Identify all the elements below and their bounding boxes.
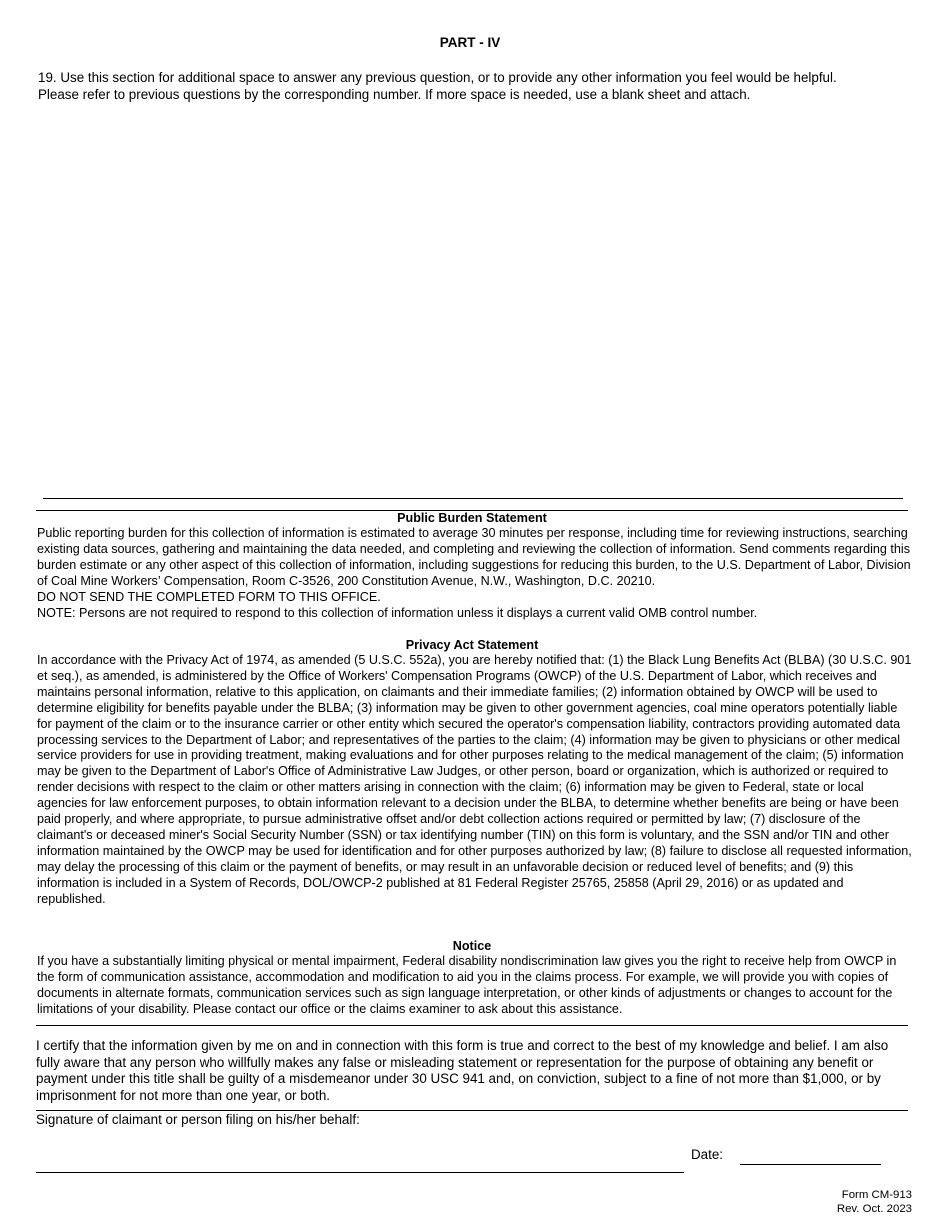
signature-label: Signature of claimant or person filing on his/her behalf:	[36, 1112, 360, 1127]
certification-top-line	[36, 1025, 908, 1026]
question-19-line-1: 19. Use this section for additional space to answer any previous question, or to provide any other information you feel would be helpful.	[38, 70, 837, 85]
burden-statement-body: Public reporting burden for this collection of information is estimated to average 30 minutes per response, including time for reviewing instructions, searching existing data sources, gathering and maintaining the data needed, and completing and reviewing the collection of information. Send comments regarding this burden estimate or any other aspect of this collection of information, including suggestions for reducing this burden, to the U.S. Department of Labor, Division of Coal Mine Workers’ Compensation, Room C-3526, 200 Constitution Avenue, N.W., Washington, D.C. 20210.	[37, 526, 911, 588]
certification-statement: I certify that the information given by me on and in connection with this form is true and correct to the best of my knowledge and belief. I am also fully aware that any person who willfully makes any false or misleading statement or representation for the purpose of obtaining any benefit or payment under this title shall be guilty of a misdemeanor under 30 USC 941 and, on conviction, subject to a fine of not more than $1,000, or by imprisonment for not more than one year, or both.	[36, 1038, 889, 1103]
question-19-instructions	[38, 69, 918, 103]
additional-information-area[interactable]	[38, 108, 904, 492]
form-number: Form CM-913	[841, 1189, 912, 1201]
form-revision: Rev. Oct. 2023	[836, 1203, 912, 1215]
burden-statement-text	[37, 526, 912, 621]
burden-note: NOTE: Persons are not required to respond to this collection of information unless it displays a current valid OMB control number.	[37, 605, 758, 620]
form-identifier	[837, 1188, 912, 1216]
notice-title: Notice	[452, 939, 492, 953]
question-19-line-2: Please refer to previous questions by the corresponding number. If more space is needed, use a blank sheet and attach.	[38, 87, 751, 102]
burden-statement-title: Public Burden Statement	[397, 511, 547, 525]
privacy-act-title: Privacy Act Statement	[405, 638, 539, 652]
burden-do-not-send: DO NOT SEND THE COMPLETED FORM TO THIS OFFICE.	[37, 589, 381, 604]
signature-field[interactable]	[36, 1128, 684, 1172]
page-title: PART - IV	[439, 35, 501, 50]
date-field[interactable]	[740, 1140, 881, 1164]
date-label: Date:	[691, 1147, 724, 1162]
certification-bottom-line	[36, 1110, 908, 1111]
notice-body: If you have a substantially limiting physical or mental impairment, Federal disability nondiscrimination law gives you the right to receive help from OWCP in the form of communication assistance, accommodation and modification to aid you in the claims process. For example, we will provide you with copies of documents in alternate formats, communication services such as sign language interpretation, or other kinds of adjustments or changes to account for the limitations of your disability. Please contact our office or the claims examiner to ask about this assistance.	[37, 954, 897, 1016]
date-line	[740, 1164, 881, 1165]
notice-text	[37, 954, 912, 1018]
signature-line	[36, 1172, 684, 1173]
privacy-act-body: In accordance with the Privacy Act of 1974, as amended (5 U.S.C. 552a), you are hereby notified that: (1) the Black Lung Benefits Act (BLBA) (30 U.S.C. 901 et seq.), as amended, is administered by the Office of Workers' Compensation Programs (OWCP) of the U.S. Department of Labor, which receives and maintains personal information, relative to this application, on claimants and their immediate families; (2) information obtained by OWCP will be used to determine eligibility for benefits payable under the BLBA; (3) information may be given to other government agencies, coal mine operators potentially liable for payment of the claim or to the insurance carrier or other entity which secured the operator's compensation liability, contractors providing automated data processing services to the Department of Labor; and representatives of the parties to the claim; (4) information may be given to physicians or other medical service providers for use in providing treatment, making evaluations and for other purposes relating to the medical management of the claim; (5) information may be given to the Department of Labor's Office of Administrative Law Judges, or other person, board or organization, which is authorized or required to render decisions with respect to the claim or other matters arising in connection with the claim; (6) information may be given to Federal, state or local agencies for law enforcement purposes, to obtain information relevant to a decision under the BLBA, to determine whether benefits are being or have been paid properly, and where appropriate, to pursue administrative offset and/or debt collection actions required or permitted by law; (7) disclosure of the claimant's or deceased miner's Social Security Number (SSN) or tax identifying number (TIN) on this form is voluntary, and the SSN and/or TIN and other information maintained by the OWCP may be used for identification and for other purposes authorized by law; (8) failure to disclose all requested information, may delay the processing of this claim or the payment of benefits, or may result in an unfavorable decision or reduced level of benefits; and (9) this information is included in a System of Records, DOL/OWCP-2 published at 81 Federal Register 25765, 25858 (April 29, 2016) or as updated and republished.	[37, 653, 912, 906]
answer-area-bottom-line	[43, 498, 903, 499]
privacy-act-text	[37, 653, 912, 908]
